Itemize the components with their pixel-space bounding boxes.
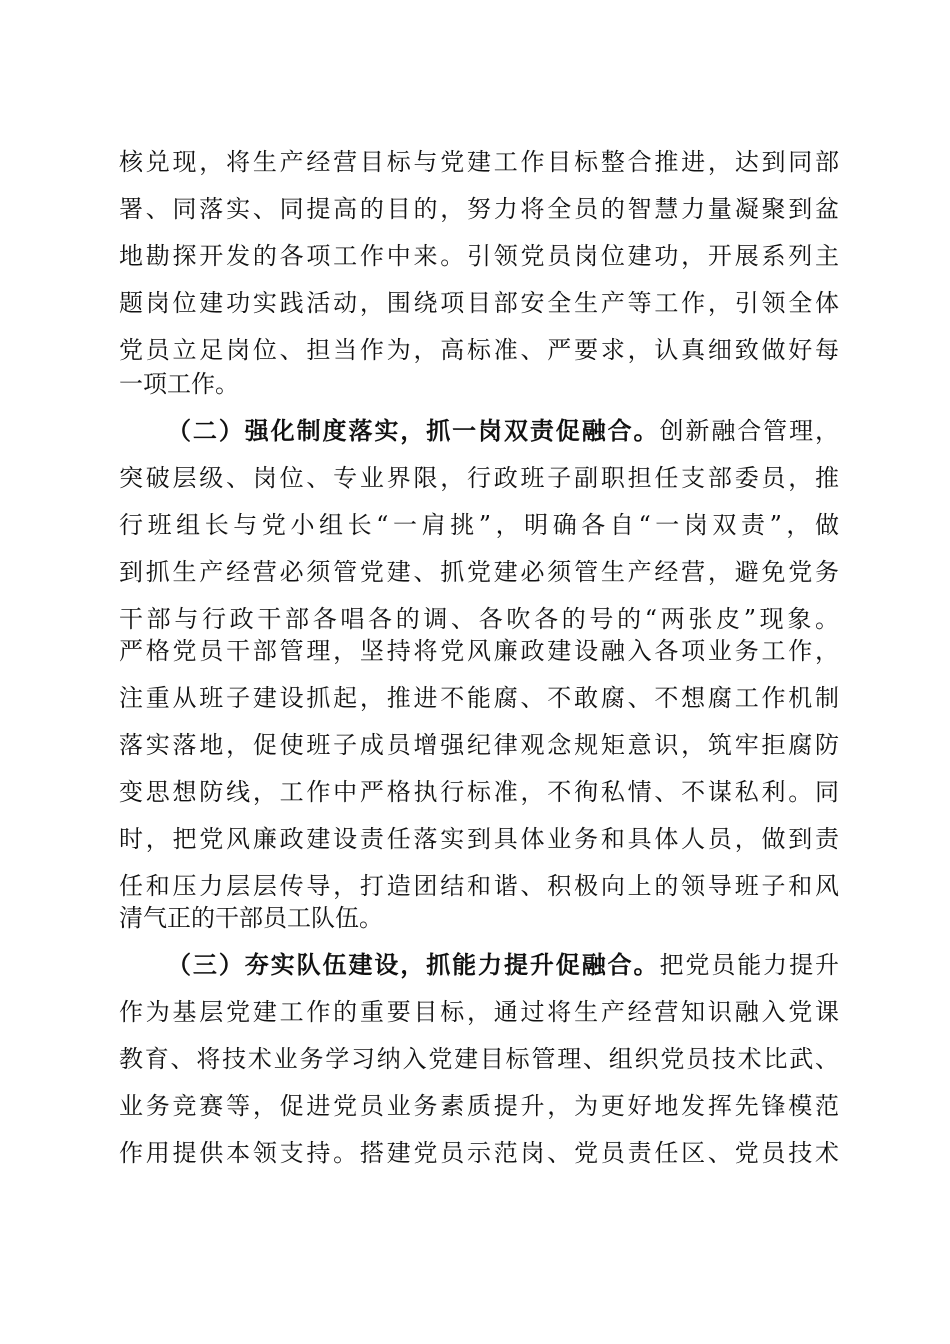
text-line: 清气正的干部员工队伍。	[119, 904, 383, 932]
section-heading: （二）强化制度落实，抓一岗双责促融合。	[167, 416, 660, 445]
text-line: 地勘探开发的各项工作中来。引领党员岗位建功，开展系列主	[119, 242, 839, 270]
text-line: 注重从班子建设抓起，推进不能腐、不敢腐、不想腐工作机制	[119, 684, 839, 712]
section-heading-line	[167, 945, 839, 985]
text-line: 干部与行政干部各唱各的调、各吹各的号的“两张皮”现象。	[119, 605, 839, 633]
section-heading: （三）夯实队伍建设，抓能力提升促融合。	[167, 950, 660, 979]
text-line: 任和压力层层传导，打造团结和谐、积极向上的领导班子和风	[119, 872, 839, 900]
text-line: 落实落地，促使班子成员增强纪律观念规矩意识，筑牢拒腐防	[119, 731, 839, 759]
text-line: 党员立足岗位、担当作为，高标准、严要求，认真细致做好每	[119, 336, 839, 364]
text-line: 题岗位建功实践活动，围绕项目部安全生产等工作，引领全体	[119, 289, 839, 317]
text-line: 核兑现，将生产经营目标与党建工作目标整合推进，达到同部	[119, 148, 839, 176]
text-line: 变思想防线，工作中严格执行标准，不徇私情、不谋私利。同	[119, 778, 839, 806]
text-line: 署、同落实、同提高的目的，努力将全员的智慧力量凝聚到盆	[119, 195, 839, 223]
text-line: 行班组长与党小组长“一肩挑”，明确各自“一岗双责”，做	[119, 511, 839, 539]
text-line: 业务竞赛等，促进党员业务素质提升，为更好地发挥先锋模范	[119, 1092, 839, 1120]
section-heading-line	[167, 411, 839, 451]
text-line: 作为基层党建工作的重要目标，通过将生产经营知识融入党课	[119, 998, 839, 1026]
text-run: 把党员能力提升	[659, 951, 840, 979]
text-line: 时，把党风廉政建设责任落实到具体业务和具体人员，做到责	[119, 825, 839, 853]
text-line: 突破层级、岗位、专业界限，行政班子副职担任支部委员，推	[119, 464, 839, 492]
text-line: 到抓生产经营必须管党建、抓党建必须管生产经营，避免党务	[119, 558, 839, 586]
text-line: 一项工作。	[119, 370, 239, 398]
text-line: 严格党员干部管理，坚持将党风廉政建设融入各项业务工作，	[119, 637, 839, 665]
text-run: 创新融合管理，	[659, 417, 840, 445]
text-line: 作用提供本领支持。搭建党员示范岗、党员责任区、党员技术	[119, 1139, 839, 1167]
text-line: 教育、将技术业务学习纳入党建目标管理、组织党员技术比武、	[119, 1045, 839, 1073]
